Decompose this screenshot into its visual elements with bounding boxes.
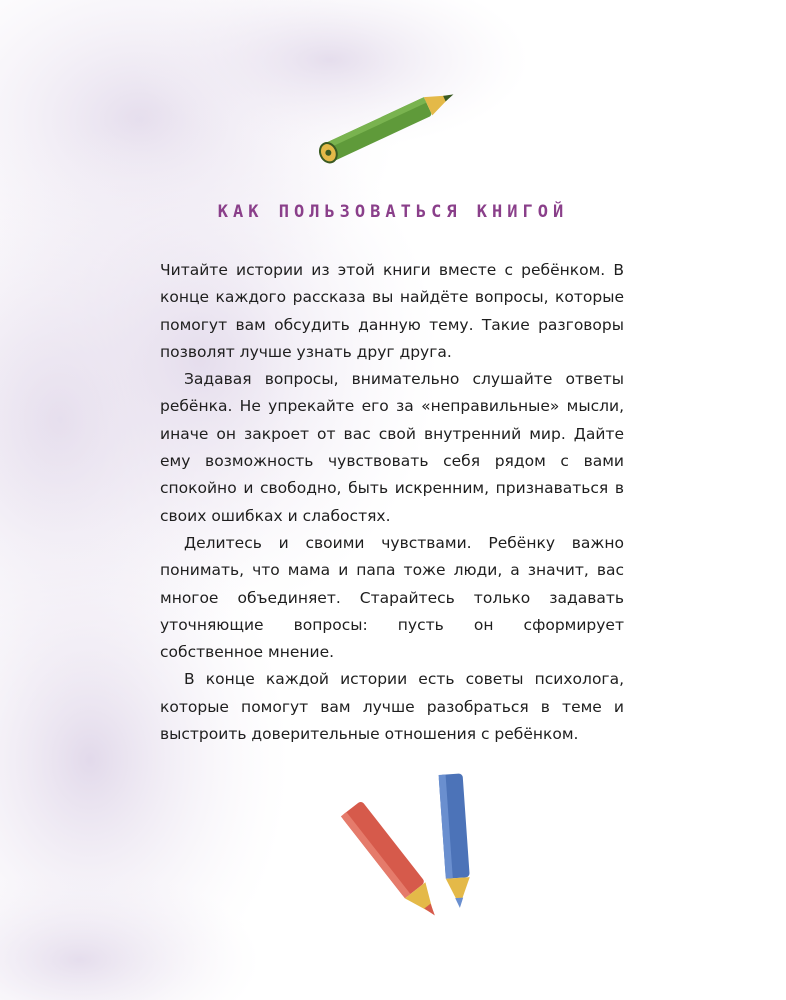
paragraph-4: В конце каждой истории есть советы психолога, которые помогут вам лучше разобраться в теме и выстроить доверительные отношения с ребёнком. xyxy=(160,670,624,744)
instructions-text xyxy=(160,257,624,748)
paragraph-3: Делитесь и своими чувствами. Ребёнку важно понимать, что мама и папа тоже люди, а значит, вас многое объединяет. Старайтесь только задавать уточняющие вопросы: пусть он сформирует собственное мнение. xyxy=(160,533,624,662)
red-pencil-icon xyxy=(330,798,450,928)
paragraph-2: Задавая вопросы, внимательно слушайте ответы ребёнка. Не упрекайте его за «неправильные» мысли, иначе он закроет от вас свой внутренний мир. Дайте ему возможность чувствовать себя рядом с вами спокойно и свободно, быть искренним, признаваться в своих ошибках и слабостях. xyxy=(160,370,624,525)
page-title: КАК ПОЛЬЗОВАТЬСЯ КНИГОЙ xyxy=(217,202,569,222)
paragraph-1: Читайте истории из этой книги вместе с ребёнком. В конце каждого рассказа вы найдёте вопросы, которые помогут вам обсудить данную тему. Такие разговоры позволят лучше узнать друг друга. xyxy=(160,261,624,361)
green-pencil-icon xyxy=(300,74,480,174)
